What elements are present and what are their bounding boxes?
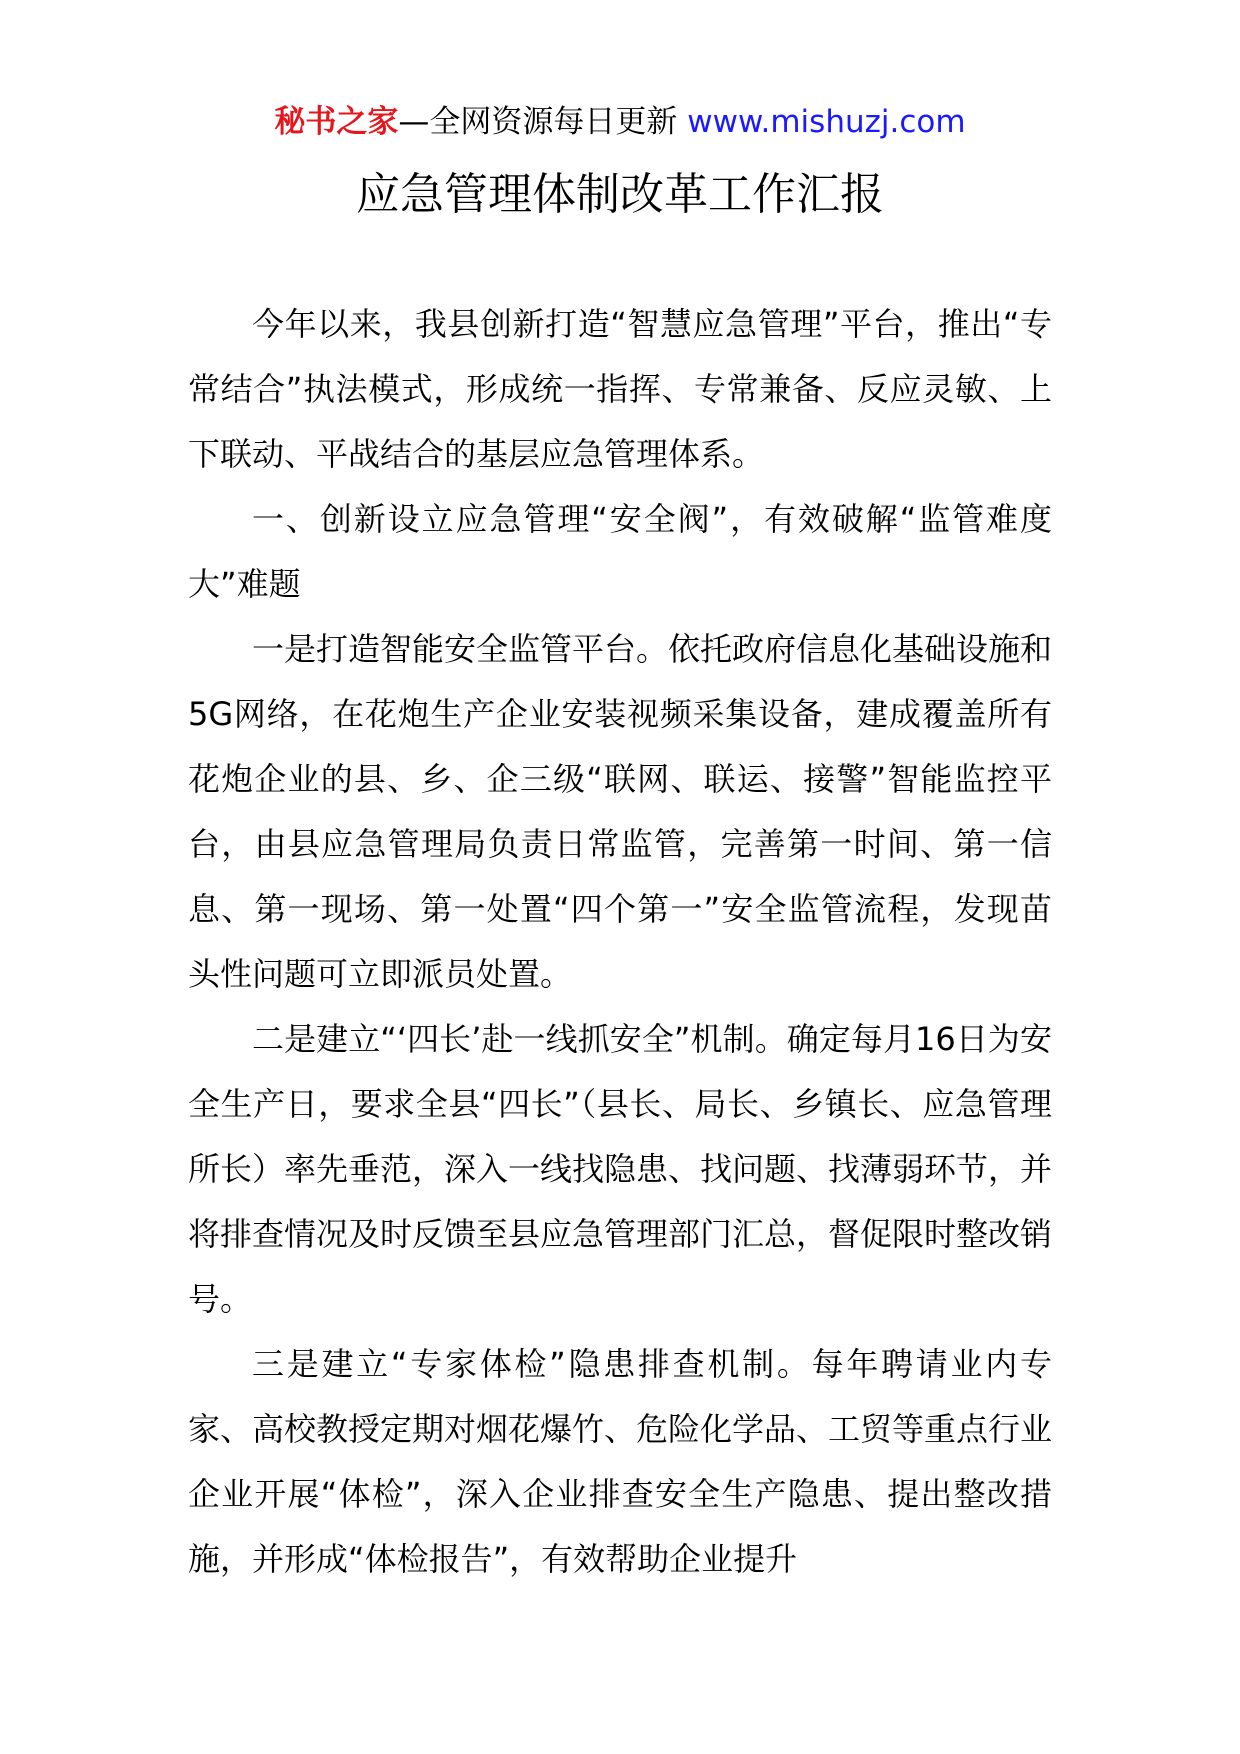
site-header <box>0 100 1240 144</box>
document-title: 应急管理体制改革工作汇报 <box>356 169 884 220</box>
paragraph-item-2: 二是建立“‘四长’赴一线抓安全”机制。确定每月16日为安全生产日，要求全县“四长”（县长、局长、乡镇长、应急管理所长）率先垂范，深入一线找隐患、找问题、找薄弱环节，并将排查情况及时反馈至县应急管理部门汇总，督促限时整改销号。 <box>188 1020 1053 1318</box>
site-brand: 秘书之家 <box>274 104 399 140</box>
paragraph-item-3: 三是建立“专家体检”隐患排查机制。每年聘请业内专家、高校教授定期对烟花爆竹、危险化学品、工贸等重点行业企业开展“体检”，深入企业排查安全生产隐患、提出整改措施，并形成“体检报告”，有效帮助企业提升 <box>188 1345 1053 1578</box>
site-url[interactable]: www.mishuzj.com <box>687 104 966 140</box>
site-tagline: —全网资源每日更新 <box>398 104 688 140</box>
document-body <box>188 292 1052 1592</box>
paragraph-item-1: 一是打造智能安全监管平台。依托政府信息化基础设施和5G网络，在花炮生产企业安装视频采集设备，建成覆盖所有花炮企业的县、乡、企三级“联网、联运、接警”智能监控平台，由县应急管理局负责日常监管，完善第一时间、第一信息、第一现场、第一处置“四个第一”安全监管流程，发现苗头性问题可立即派员处置。 <box>188 630 1053 993</box>
paragraph-intro: 今年以来，我县创新打造“智慧应急管理”平台，推出“专常结合”执法模式，形成统一指挥、专常兼备、反应灵敏、上下联动、平战结合的基层应急管理体系。 <box>188 305 1052 473</box>
section-heading-1: 一、创新设立应急管理“安全阀”，有效破解“监管难度大”难题 <box>188 500 1052 603</box>
